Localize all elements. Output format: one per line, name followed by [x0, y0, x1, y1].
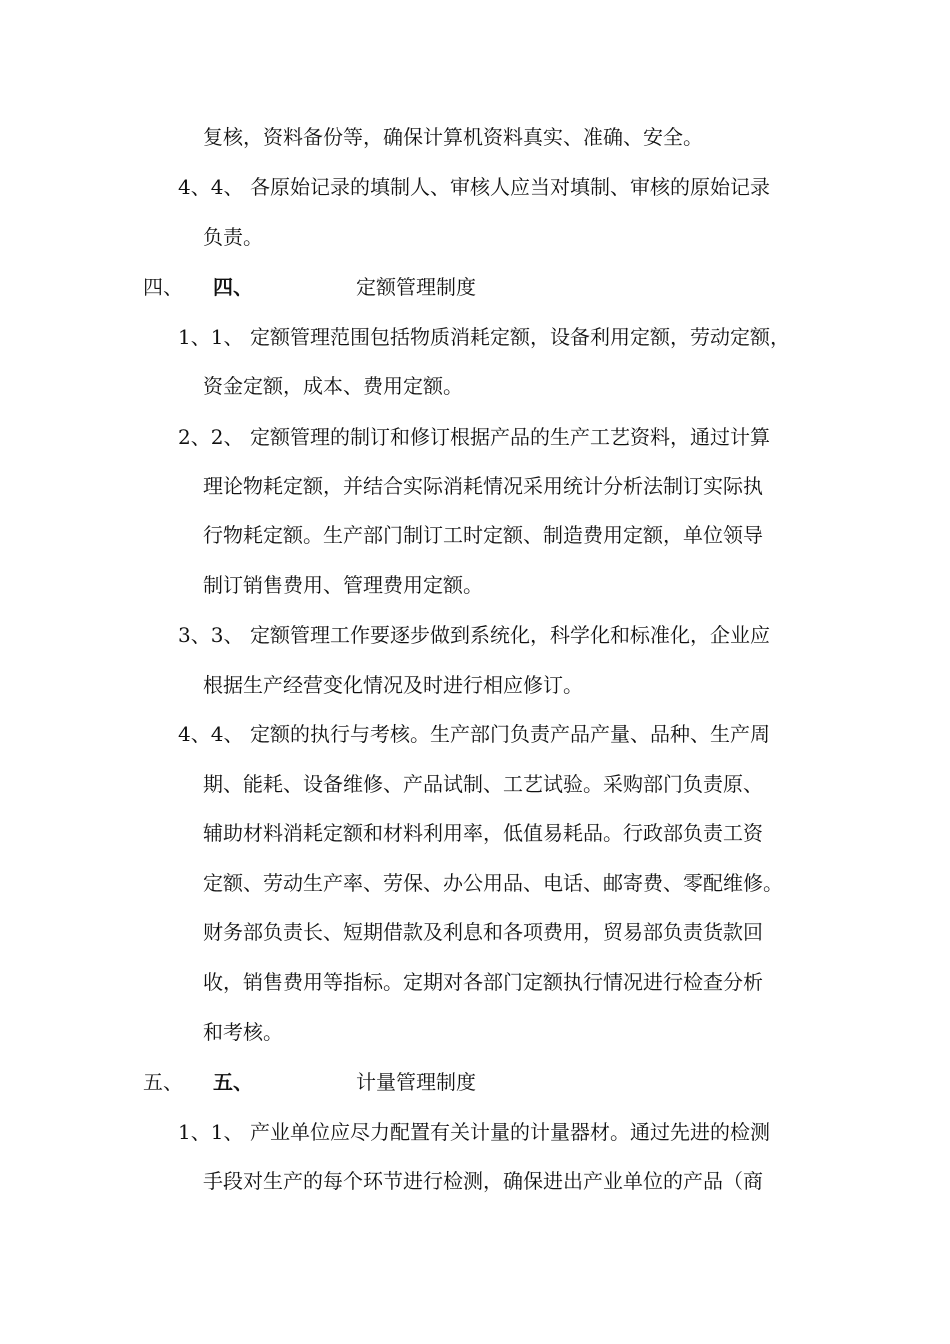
- section-number-bold: 四、: [213, 275, 253, 299]
- section-heading: 定额管理制度: [356, 275, 476, 299]
- paragraph-line: 资金定额，成本、费用定额。: [203, 374, 463, 398]
- list-item-number: 3、3、: [178, 623, 244, 647]
- list-item-text: 各原始记录的填制人、审核人应当对填制、审核的原始记录: [250, 175, 770, 199]
- list-item-number: 1、1、: [178, 1120, 244, 1144]
- section-number: 四、: [143, 275, 183, 299]
- list-item-number: 4、4、: [178, 175, 244, 199]
- list-item-number: 1、1、: [178, 325, 244, 349]
- list-item-text: 定额的执行与考核。生产部门负责产品产量、品种、生产周: [250, 722, 770, 746]
- list-item-number: 2、2、: [178, 425, 244, 449]
- paragraph-line: 手段对生产的每个环节进行检测，确保进出产业单位的产品（商: [203, 1169, 763, 1193]
- paragraph-line: 财务部负责长、短期借款及利息和各项费用，贸易部负责货款回: [203, 920, 763, 944]
- paragraph-line: 制订销售费用、管理费用定额。: [203, 573, 483, 597]
- list-item-text: 产业单位应尽力配置有关计量的计量器材。通过先进的检测: [250, 1120, 770, 1144]
- section-number: 五、: [143, 1070, 183, 1094]
- paragraph-line: 行物耗定额。生产部门制订工时定额、制造费用定额，单位领导: [203, 523, 763, 547]
- paragraph-line: 理论物耗定额，并结合实际消耗情况采用统计分析法制订实际执: [203, 474, 763, 498]
- list-item-text: 定额管理的制订和修订根据产品的生产工艺资料，通过计算: [250, 425, 770, 449]
- paragraph-line: 期、能耗、设备维修、产品试制、工艺试验。采购部门负责原、: [203, 772, 763, 796]
- list-item-text: 定额管理范围包括物质消耗定额，设备利用定额，劳动定额，: [250, 325, 790, 349]
- paragraph-line: 辅助材料消耗定额和材料利用率，低值易耗品。行政部负责工资: [203, 821, 763, 845]
- paragraph-line: 和考核。: [203, 1020, 283, 1044]
- list-item-text: 定额管理工作要逐步做到系统化，科学化和标准化，企业应: [250, 623, 770, 647]
- paragraph-line: 根据生产经营变化情况及时进行相应修订。: [203, 673, 583, 697]
- list-item-number: 4、4、: [178, 722, 244, 746]
- paragraph-line: 复核，资料备份等，确保计算机资料真实、准确、安全。: [203, 125, 703, 149]
- paragraph-line: 负责。: [203, 225, 263, 249]
- section-heading: 计量管理制度: [356, 1070, 476, 1094]
- section-number-bold: 五、: [213, 1070, 253, 1094]
- paragraph-line: 定额、劳动生产率、劳保、办公用品、电话、邮寄费、零配维修。: [203, 871, 783, 895]
- paragraph-line: 收，销售费用等指标。定期对各部门定额执行情况进行检查分析: [203, 970, 763, 994]
